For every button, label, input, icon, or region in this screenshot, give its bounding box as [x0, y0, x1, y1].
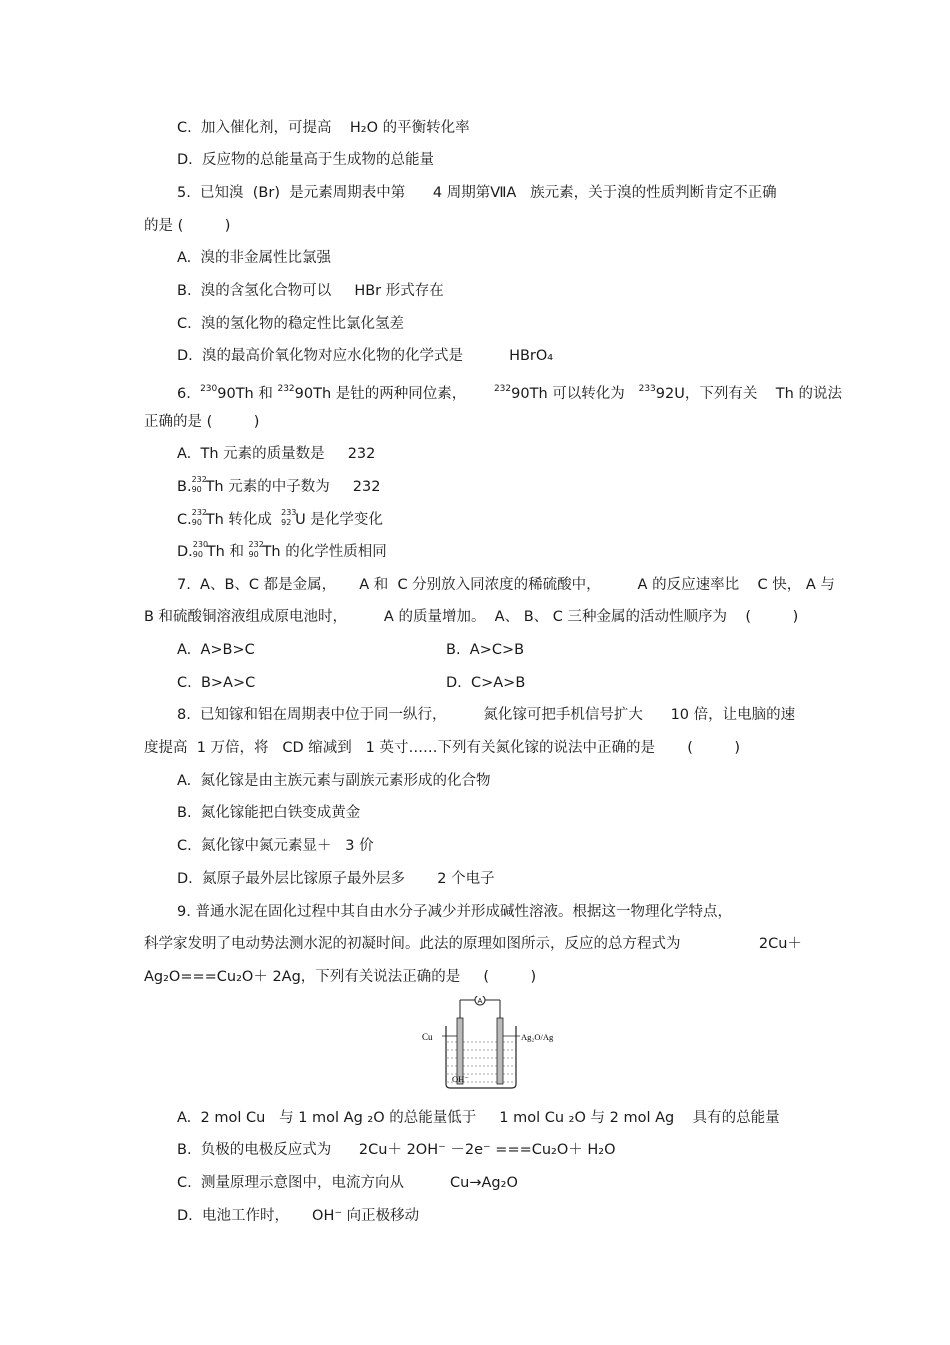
q6-stem: 6. $^{230}$90Th 和 $^{232}$90Th 是钍的两种同位素， $^{232}$90Th 可以转化为 $^{233}$92U，下列有关 Th 的说法	[177, 384, 842, 402]
q9-option-b: B. 负极的电极反应式为 2Cu＋ 2OH⁻ －2e⁻ ===Cu₂O＋ H₂O	[177, 1142, 616, 1158]
q9-stem-cont: 科学家发明了电动势法测水泥的初凝时间。此法的原理如图所示，反应的总方程式为 2Cu＋	[144, 936, 802, 952]
q5-option-d: D. 溴的最高价氧化物对应水化物的化学式是 HBrO₄	[177, 348, 554, 364]
q8-stem: 8. 已知镓和铝在周期表中位于同一纵行， 氮化镓可把手机信号扩大 10 倍，让电脑的速	[177, 707, 796, 723]
q6-option-b: B. 232 90 Th 元素的中子数为 232	[177, 475, 381, 495]
q7-option-b: B. A>C>B	[446, 642, 525, 658]
q8-option-b: B. 氮化镓能把白铁变成黄金	[177, 805, 361, 821]
q4-option-d: D. 反应物的总能量高于生成物的总能量	[177, 152, 434, 168]
q5-stem: 5. 已知溴 (Br) 是元素周期表中第 4 周期第ⅦA 族元素，关于溴的性质判断肯定不正确	[177, 185, 777, 201]
q5-option-b: B. 溴的含氢化合物可以 HBr 形式存在	[177, 283, 444, 299]
q7-option-a: A. A>B>C	[177, 642, 255, 658]
q6-option-d: D. 230 90 Th 和 232 90 Th 的化学性质相同	[177, 540, 387, 560]
nuclide-u233: 233 92	[281, 508, 297, 527]
q8-option-d: D. 氮原子最外层比镓原子最外层多 2 个电子	[177, 871, 495, 887]
q5-option-a: A. 溴的非金属性比氯强	[177, 250, 331, 266]
q7-stem: 7. A、B、C 都是金属， A 和 C 分别放入同浓度的稀硫酸中， A 的反应速率比 C 快， A 与	[177, 577, 835, 593]
q6-option-c: C. 232 90 Th 转化成 233 92 U 是化学变化	[177, 508, 383, 528]
q7-stem-cont: B 和硫酸铜溶液组成原电池时， A 的质量增加。 A、 B、 C 三种金属的活动性顺序为 ( )	[144, 609, 799, 625]
ag2o-label: Ag₂O/Ag	[521, 1032, 554, 1042]
q4-option-c: C. 加入催化剂，可提高 H₂O 的平衡转化率	[177, 120, 470, 136]
q5-stem-cont: 的是 ( )	[144, 218, 231, 234]
nuclide-th232: 232 90	[191, 475, 207, 494]
q6-stem-cont: 正确的是 ( )	[144, 414, 260, 430]
nuclide-th232: 232 90	[191, 508, 208, 527]
q9-option-c: C. 测量原理示意图中，电流方向从 Cu→Ag₂O	[177, 1175, 518, 1191]
cell-diagram	[420, 996, 570, 1091]
q8-stem-cont: 度提高 1 万倍，将 CD 缩减到 1 英寸……下列有关氮化镓的说法中正确的是 ( )	[144, 740, 740, 756]
q8-option-c: C. 氮化镓中氮元素显＋ 3 价	[177, 838, 374, 854]
q9-stem: 9. 普通水泥在固化过程中其自由水分子减少并形成碱性溶液。根据这一物理化学特点，	[177, 904, 732, 920]
oh-ion-label: OH⁻	[452, 1074, 469, 1084]
cu-label: Cu	[422, 1032, 433, 1042]
q9-option-d: D. 电池工作时， OH⁻ 向正极移动	[177, 1208, 420, 1224]
q7-option-c: C. B>A>C	[177, 675, 256, 691]
q7-option-d: D. C>A>B	[446, 675, 526, 691]
nuclide-th230: 230 90	[192, 540, 209, 559]
q9-option-a: A. 2 mol Cu 与 1 mol Ag ₂O 的总能量低于 1 mol Cu ₂O 与 2 mol Ag 具有的总能量	[177, 1110, 780, 1126]
q5-option-c: C. 溴的氢化物的稳定性比氯化氢差	[177, 316, 404, 332]
q6-option-a: A. Th 元素的质量数是 232	[177, 446, 376, 462]
q8-option-a: A. 氮化镓是由主族元素与副族元素形成的化合物	[177, 773, 491, 789]
ag2o-electrode	[497, 1018, 503, 1084]
ammeter-label: A	[477, 998, 483, 1005]
q9-stem-cont2: Ag₂O===Cu₂O＋ 2Ag，下列有关说法正确的是 ( )	[144, 969, 537, 985]
nuclide-th232: 232 90	[248, 540, 264, 559]
